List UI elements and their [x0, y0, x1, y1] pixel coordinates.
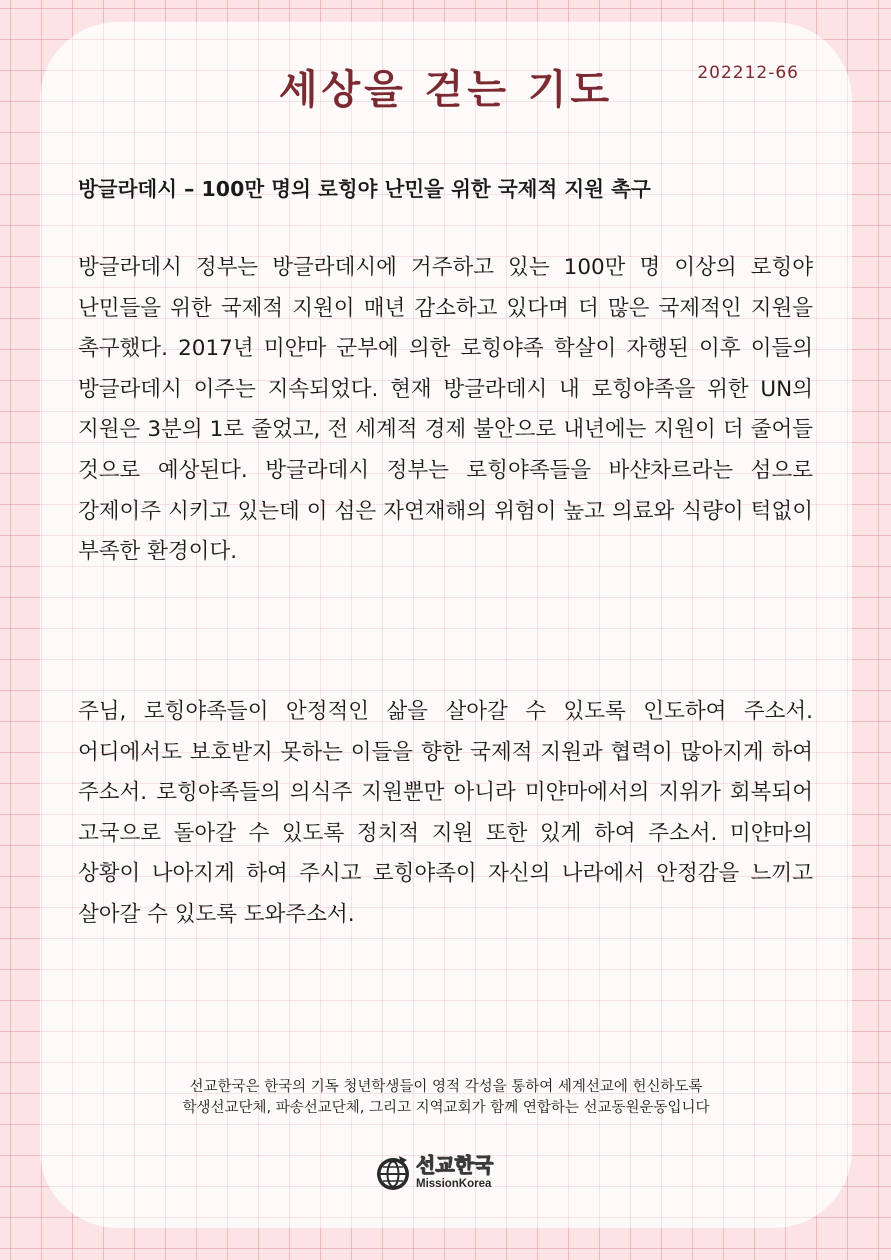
footer-line-1: 선교한국은 한국의 기독 청년학생들이 영적 각성을 통하여 세계선교에 헌신하도록: [189, 1079, 703, 1095]
document-id: 202212-66: [697, 63, 799, 83]
prayer-card: [40, 22, 852, 1228]
logo-latin-text: MissionKorea: [416, 1178, 492, 1190]
footer-line-2: 학생선교단체, 파송선교단체, 그리고 지역교회가 함께 연합하는 선교동원운동입니다: [182, 1100, 710, 1116]
globe-logo-icon: [374, 1154, 412, 1192]
page-title: 세상을 걷는 기도: [278, 67, 614, 113]
missionkorea-logo: [374, 1150, 524, 1200]
logo-hangul-text: 선교한국: [416, 1153, 494, 1177]
article-subtitle: 방글라데시 – 100만 명의 로힝야 난민을 위한 국제적 지원 촉구: [78, 177, 651, 201]
news-paragraph: 방글라데시 정부는 방글라데시에 거주하고 있는 100만 명 이상의 로힝야 난민들을 위한 국제적 지원이 매년 감소하고 있다며 더 많은 국제적인 지원을 촉구했다. 2017년 미얀마 군부에 의한 로힝야족 학살이 자행된 이후 이들의 방글라데시 이주는 지속되었다. 현재 방글라데시 내 로힝야족을 위한 UN의 지원은 3분의 1로 줄었고, 전 세계적 경제 불안으로 내년에는 지원이 더 줄어들 것으로 예상된다. 방글라데시 정부는 로힝야족들을 바샨차르라는 섬으로 강제이주 시키고 있는데 이 섬은 자연재해의 위험이 높고 의료와 식량이 턱없이 부족한 환경이다.: [78, 255, 813, 565]
prayer-paragraph: 주님, 로힝야족들이 안정적인 삶을 살아갈 수 있도록 인도하여 주소서. 어디에서도 보호받지 못하는 이들을 향한 국제적 지원과 협력이 많아지게 하여 주소서. 로힝야족들의 의식주 지원뿐만 아니라 미얀마에서의 지위가 회복되어 고국으로 돌아갈 수 있도록 정치적 지원 또한 있게 하여 주소서. 미얀마의 상황이 나아지게 하여 주시고 로힝야족이 자신의 나라에서 안정감을 느끼고 살아갈 수 있도록 도와주소서.: [78, 699, 813, 927]
footer-description: [40, 1077, 852, 1119]
